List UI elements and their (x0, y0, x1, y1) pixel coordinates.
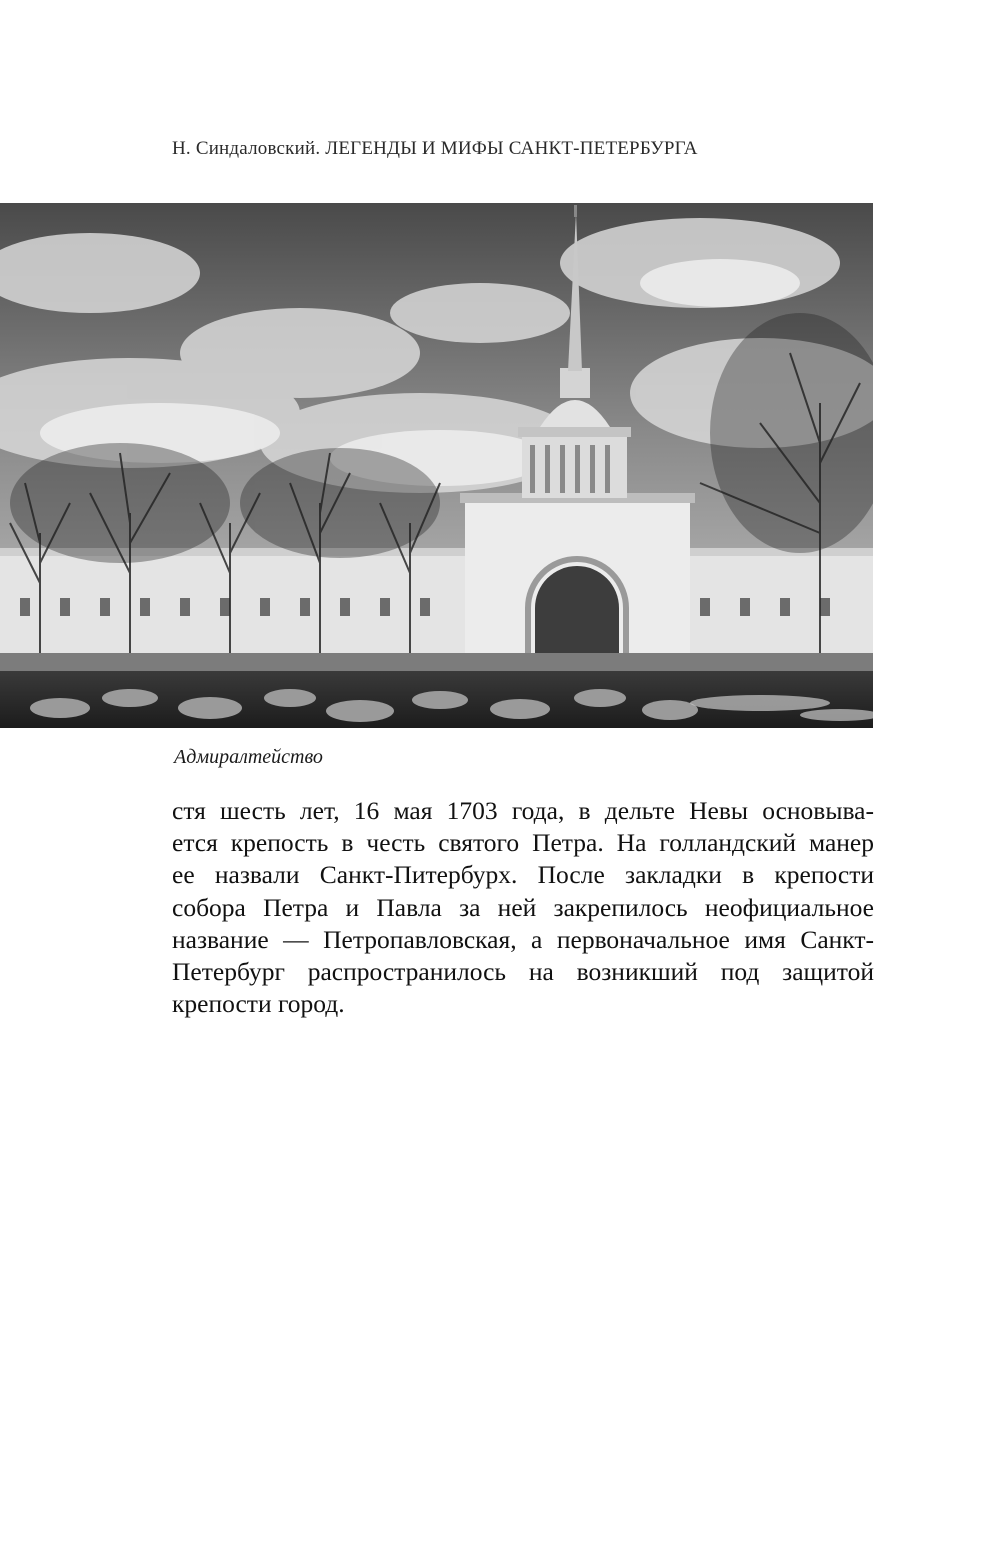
text-line: ется крепость в честь святого Петра. На голландский манер (172, 828, 874, 858)
photo-caption: Адмиралтейство (174, 746, 323, 768)
text-line: стя шесть лет, 16 мая 1703 года, в дельте Невы основыва- (172, 796, 874, 825)
text-line: собора Петра и Павла за ней закрепилось неофициальное (172, 892, 874, 922)
text-line: название — Петропавловская, а первоначальное имя Санкт- (172, 924, 874, 954)
text-line: Петербург распространилось на возникший под защитой (172, 957, 874, 987)
running-head: Н. Синдаловский. ЛЕГЕНДЫ И МИФЫ САНКТ-ПЕТЕРБУРГА (172, 138, 698, 159)
text-line: ее назвали Санкт-Питербурх. После закладки в крепости (172, 860, 874, 890)
admiralty-illustration (0, 203, 873, 728)
text-line: крепости город. (172, 989, 345, 1019)
body-paragraph (172, 795, 874, 1020)
admiralty-photo (0, 203, 873, 728)
